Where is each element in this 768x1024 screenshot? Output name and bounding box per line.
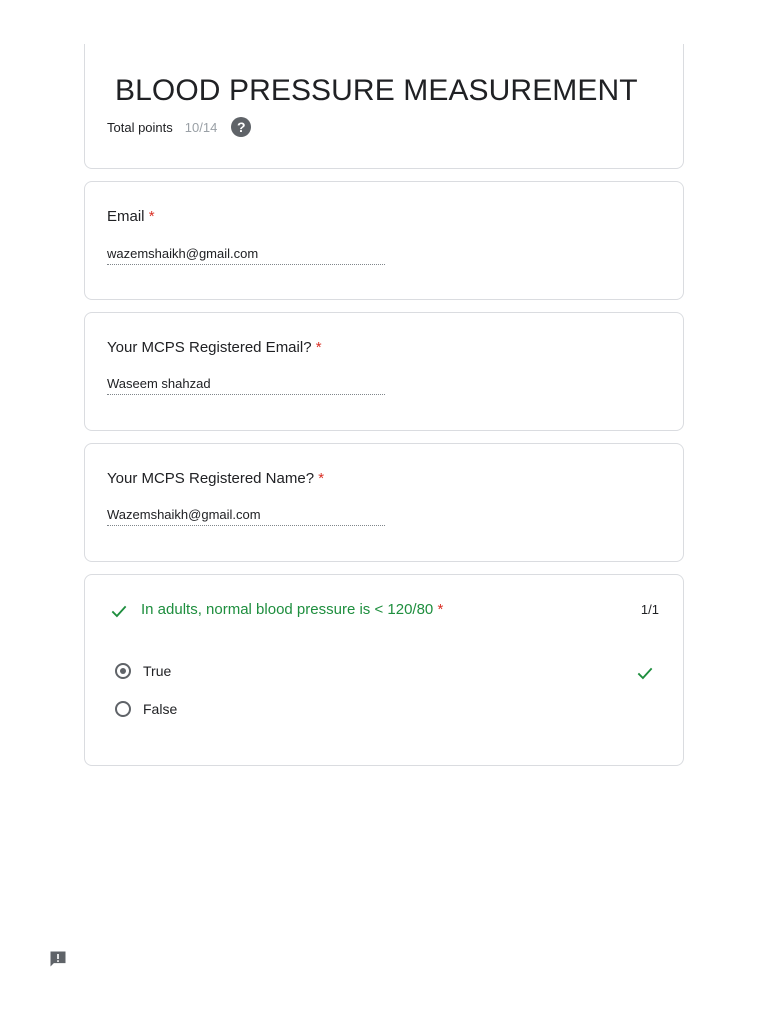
answer-value: Wazemshaikh@gmail.com: [107, 507, 385, 526]
option-false[interactable]: [115, 701, 177, 717]
title-card: [84, 44, 684, 169]
question-card-email: [84, 181, 684, 300]
required-asterisk: *: [148, 208, 155, 225]
radio-unselected[interactable]: [115, 701, 131, 717]
question-text: Email: [107, 208, 145, 225]
question-label: [107, 470, 324, 487]
question-text: Your MCPS Registered Email?: [107, 339, 312, 356]
question-text: Your MCPS Registered Name?: [107, 470, 315, 487]
question-card-registered-name: [84, 443, 684, 562]
help-circle-icon[interactable]: ?: [231, 117, 251, 137]
quiz-question-label: [141, 601, 443, 618]
required-asterisk: *: [437, 601, 444, 618]
report-feedback-icon[interactable]: [48, 949, 68, 969]
required-asterisk: *: [318, 470, 325, 487]
checkmark-icon: [109, 601, 129, 621]
checkmark-icon: [635, 663, 655, 683]
question-card-registered-email: [84, 312, 684, 431]
total-points-label: Total points: [107, 119, 173, 135]
answer-value: Waseem shahzad: [107, 376, 385, 395]
option-label: False: [143, 701, 178, 717]
option-true[interactable]: [115, 663, 171, 679]
option-label: True: [143, 663, 172, 679]
total-points-value: 10/14: [184, 119, 218, 135]
quiz-question-text: In adults, normal blood pressure is < 120/80: [141, 601, 434, 618]
quiz-score: 1/1: [640, 602, 659, 617]
total-points-row: [107, 116, 251, 138]
quiz-question-card: [84, 574, 684, 766]
form-title: BLOOD PRESSURE MEASUREMENT: [115, 74, 638, 107]
question-label: [107, 339, 322, 356]
answer-value: wazemshaikh@gmail.com: [107, 246, 385, 265]
radio-selected[interactable]: [115, 663, 131, 679]
required-asterisk: *: [315, 339, 322, 356]
question-label: [107, 208, 155, 225]
